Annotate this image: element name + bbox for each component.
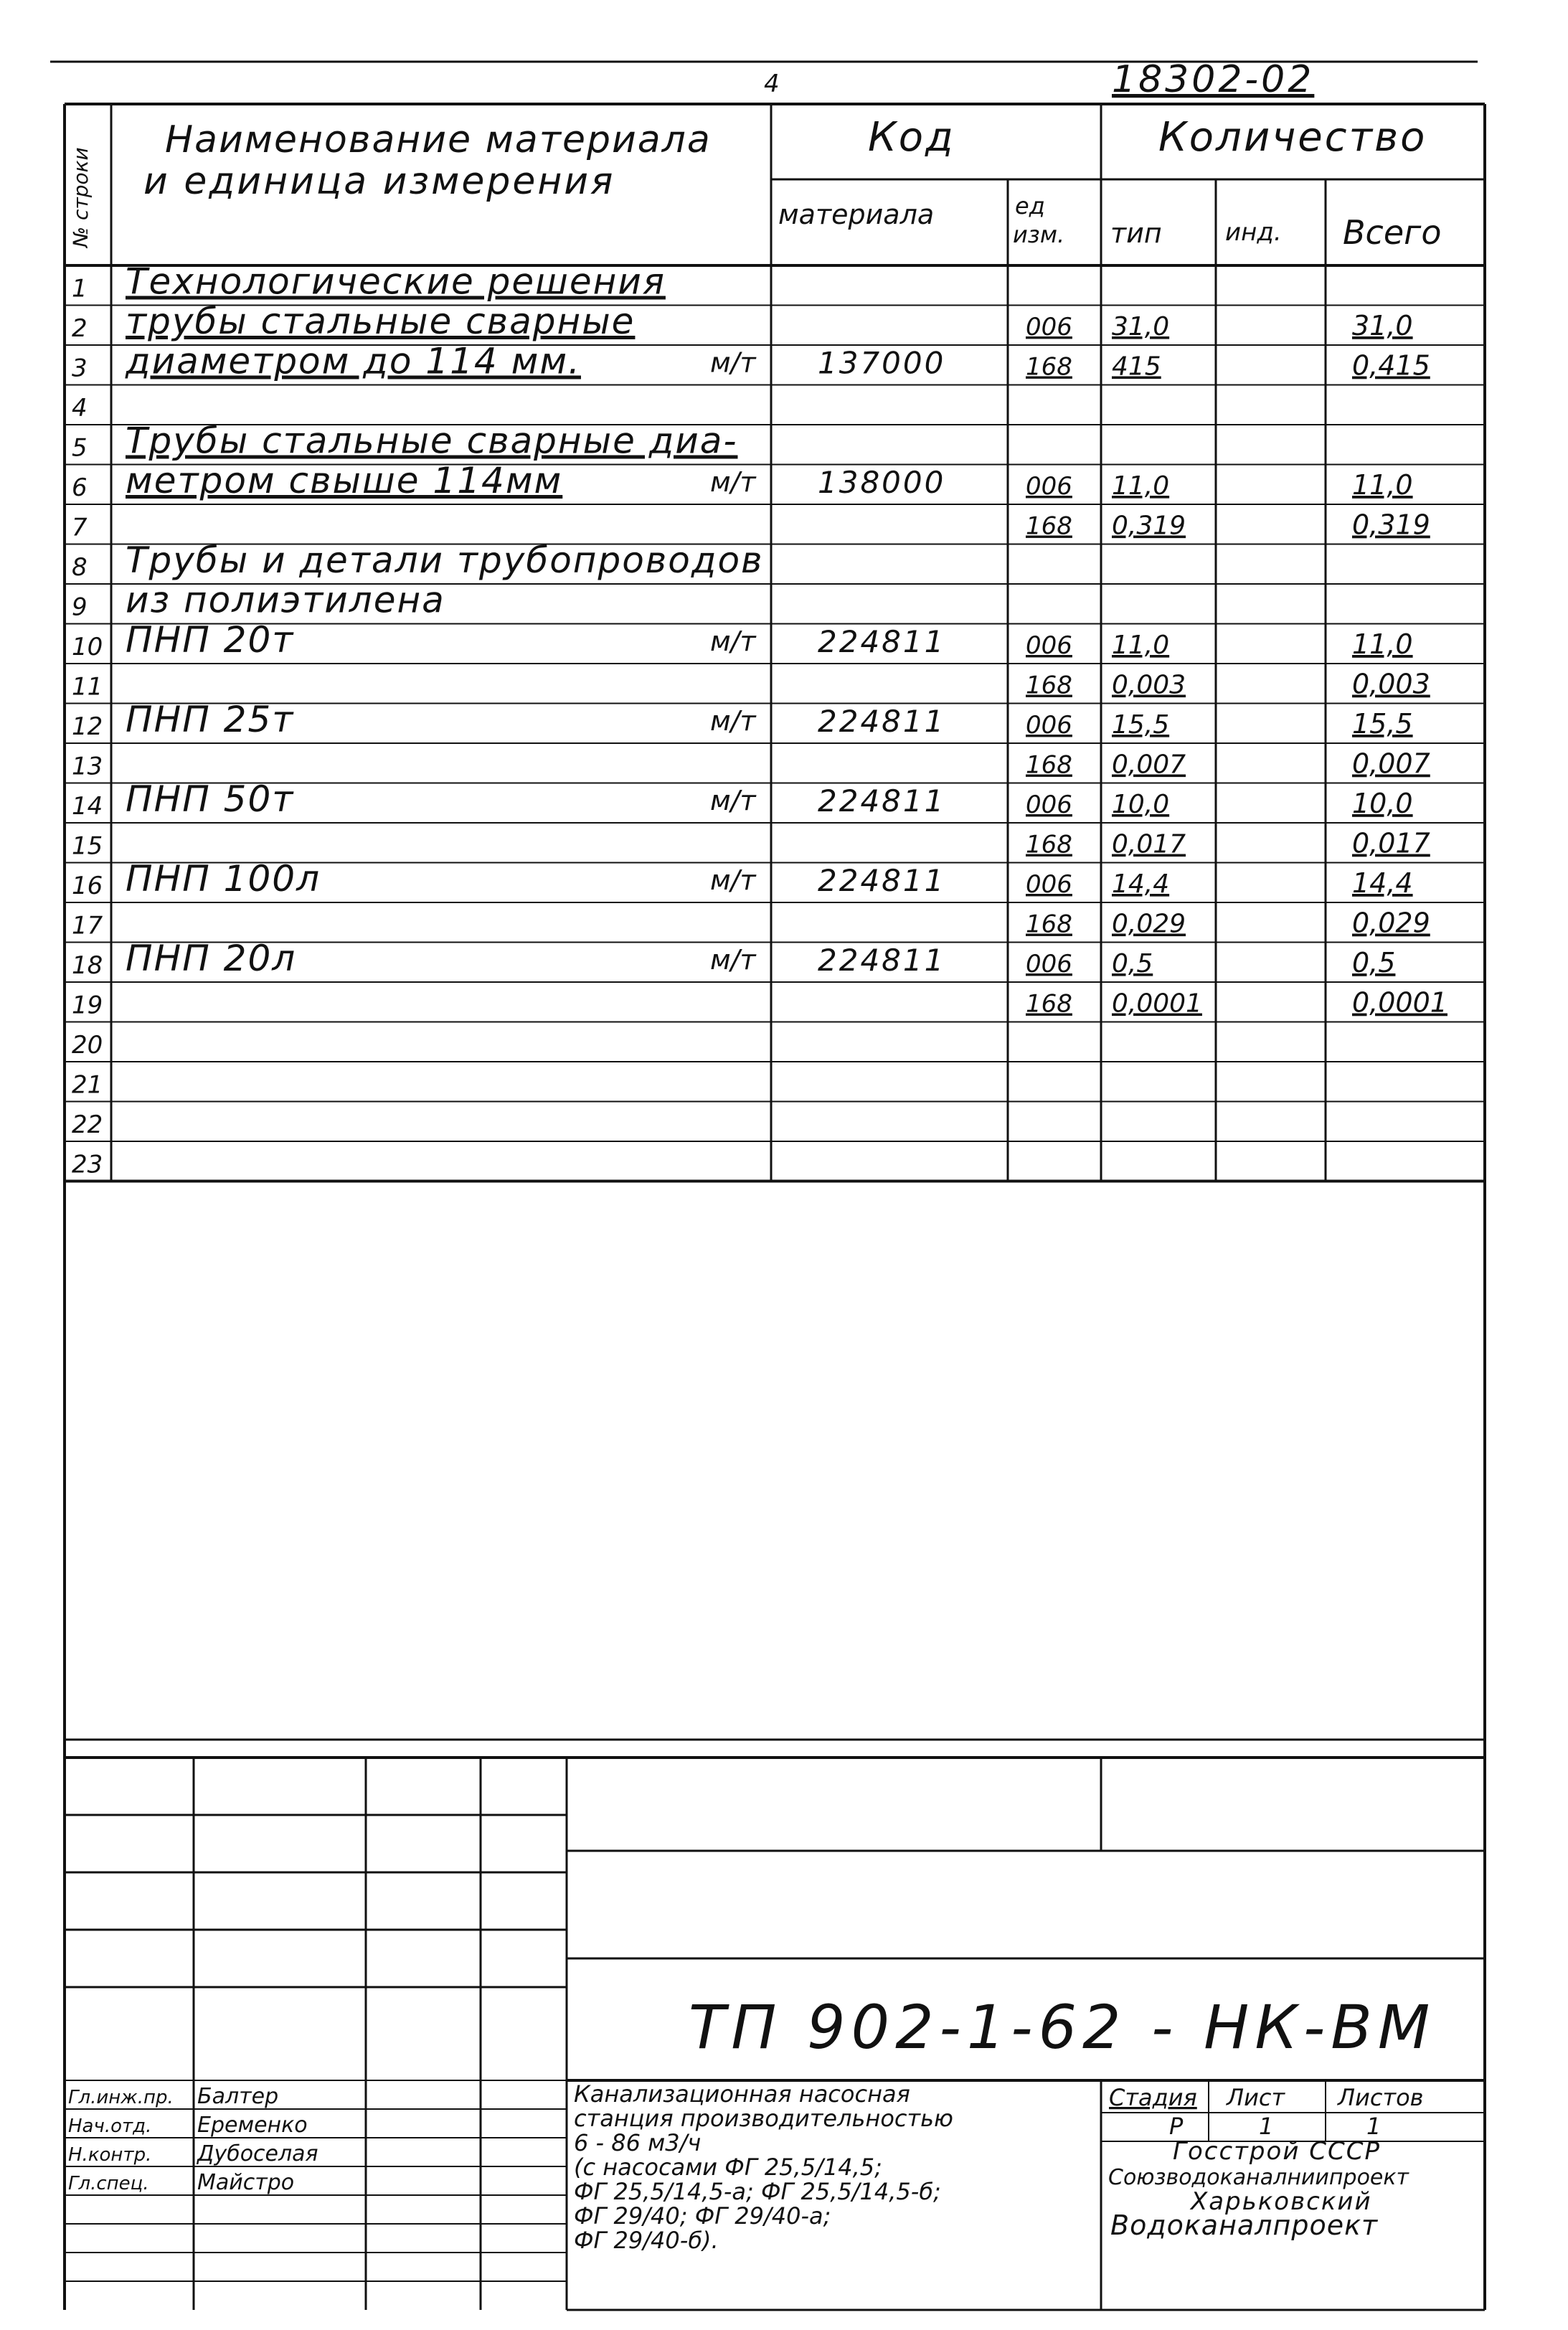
row-number: 17 — [72, 911, 103, 940]
row-qty-total: 0,029 — [1352, 907, 1430, 939]
col-code-unit-line2: изм. — [1013, 221, 1065, 248]
row-unit-code: 168 — [1026, 830, 1072, 859]
stage-label: Стадия — [1109, 2084, 1197, 2111]
row-unit: м/т — [710, 346, 756, 379]
table-row — [72, 539, 764, 582]
row-name: ПНП 20т — [126, 619, 295, 661]
column-headers — [69, 114, 1441, 252]
row-material-code: 224811 — [818, 943, 946, 978]
row-unit: м/т — [710, 705, 756, 737]
designation: ТП 902-1-62 - НК-ВМ — [689, 1992, 1436, 2062]
row-unit-code: 168 — [1026, 989, 1072, 1019]
row-qty-type: 0,0001 — [1112, 989, 1202, 1019]
row-number: 14 — [72, 792, 103, 821]
document-code: 18302-02 — [1112, 58, 1315, 101]
org-line1: Госстрой СССР — [1173, 2137, 1381, 2166]
row-name: ПНП 25т — [126, 699, 295, 740]
org-line4: Водоканалпроект — [1110, 2209, 1379, 2241]
row-name: ПНП 20л — [126, 938, 297, 979]
col-code-unit-line1: ед — [1015, 192, 1045, 220]
table-row — [72, 748, 1430, 781]
row-qty-type: 0,003 — [1112, 670, 1186, 700]
description-line: ФГ 29/40-б). — [574, 2227, 719, 2254]
row-number: 13 — [72, 752, 103, 781]
row-qty-total: 11,0 — [1352, 469, 1413, 501]
row-name: ПНП 50т — [126, 778, 295, 820]
row-qty-total: 10,0 — [1352, 788, 1413, 819]
description-line: станция производительностью — [574, 2105, 953, 2132]
row-number: 1 — [72, 274, 88, 303]
signature-role: Гл.спец. — [68, 2173, 149, 2194]
row-qty-total: 31,0 — [1352, 310, 1413, 341]
title-block — [68, 1992, 1435, 2254]
row-material-code: 224811 — [818, 624, 946, 659]
row-material-code: 224811 — [818, 783, 946, 819]
table-row — [72, 907, 1430, 940]
row-name: Трубы и детали трубопроводов — [126, 539, 764, 581]
row-unit: м/т — [710, 626, 756, 657]
col-row-number: № строки — [69, 147, 93, 247]
row-qty-type: 415 — [1112, 352, 1161, 382]
row-qty-type: 0,029 — [1112, 909, 1186, 939]
signature-name: Майстро — [197, 2170, 295, 2195]
row-qty-type: 0,017 — [1112, 829, 1186, 859]
table-row — [72, 341, 1430, 383]
row-material-code: 137000 — [818, 345, 946, 381]
row-number: 16 — [72, 872, 103, 900]
row-qty-type: 0,007 — [1112, 750, 1186, 780]
row-number: 20 — [72, 1031, 103, 1060]
table-row — [72, 394, 88, 423]
col-code-material: материала — [778, 199, 935, 230]
row-number: 7 — [72, 513, 88, 542]
col-qty-total: Всего — [1343, 213, 1442, 252]
row-qty-type: 0,5 — [1112, 949, 1153, 978]
row-number: 11 — [72, 672, 103, 702]
row-material-code: 224811 — [818, 863, 946, 898]
row-unit: м/т — [710, 785, 756, 816]
table-row — [72, 699, 1413, 741]
col-quantity: Количество — [1158, 114, 1427, 161]
row-unit-code: 006 — [1026, 631, 1072, 660]
col-name-line2: и единица измерения — [143, 160, 615, 203]
description-line: Канализационная насосная — [574, 2080, 910, 2108]
table-row — [72, 938, 1395, 980]
table-row — [72, 778, 1413, 821]
sheets-label: Листов — [1338, 2084, 1424, 2111]
row-unit-code: 168 — [1026, 910, 1072, 939]
row-name: Технологические решения — [126, 260, 666, 303]
description-line: ФГ 29/40; ФГ 29/40-а; — [574, 2202, 831, 2230]
table-row — [72, 987, 1447, 1020]
row-name: трубы стальные сварные — [126, 301, 636, 342]
row-name: метром свыше 114мм — [126, 460, 563, 501]
signature-role: Н.контр. — [68, 2144, 152, 2166]
row-material-code: 138000 — [818, 465, 946, 500]
signature-name: Еременко — [197, 2113, 308, 2138]
row-number: 18 — [72, 951, 103, 980]
col-qty-type: тип — [1110, 217, 1162, 249]
row-number: 2 — [72, 314, 88, 343]
org-line2: Союзводоканалниипроект — [1108, 2165, 1409, 2190]
row-name: диаметром до 114 мм. — [126, 340, 581, 382]
row-qty-type: 14,4 — [1112, 869, 1170, 899]
sheet-label: Лист — [1227, 2084, 1285, 2111]
table-row — [72, 669, 1430, 702]
row-qty-type: 15,5 — [1112, 710, 1170, 740]
row-qty-total: 0,319 — [1352, 509, 1430, 541]
row-number: 22 — [72, 1110, 103, 1139]
row-unit-code: 168 — [1026, 671, 1072, 700]
row-number: 3 — [72, 354, 88, 383]
row-qty-total: 0,007 — [1352, 747, 1430, 780]
row-qty-type: 0,319 — [1112, 511, 1186, 541]
row-number: 21 — [72, 1070, 103, 1100]
row-unit-code: 006 — [1026, 950, 1072, 978]
row-qty-total: 0,003 — [1352, 668, 1430, 700]
row-unit: м/т — [710, 864, 756, 896]
col-code: Код — [868, 114, 955, 161]
col-name-line1: Наименование материала — [165, 118, 712, 161]
row-qty-total: 0,5 — [1352, 947, 1396, 978]
table-row — [72, 301, 1413, 343]
row-number: 10 — [72, 633, 103, 661]
row-unit-code: 006 — [1026, 870, 1072, 899]
row-qty-total: 0,0001 — [1352, 986, 1447, 1019]
row-qty-total: 0,415 — [1352, 349, 1430, 382]
spec-rows — [72, 261, 1447, 1179]
table-row — [72, 261, 666, 303]
row-unit-code: 006 — [1026, 711, 1072, 740]
signature-role: Гл.инж.пр. — [68, 2087, 174, 2108]
description-line: ФГ 25,5/14,5-а; ФГ 25,5/14,5-б; — [574, 2178, 941, 2205]
row-unit-code: 168 — [1026, 352, 1072, 382]
row-unit-code: 168 — [1026, 511, 1072, 541]
row-number: 23 — [72, 1150, 103, 1179]
stage-value: Р — [1169, 2113, 1184, 2140]
table-row — [72, 1151, 103, 1179]
header — [50, 58, 1478, 101]
table-row — [72, 420, 738, 463]
table-row — [72, 460, 1413, 502]
row-number: 5 — [72, 433, 88, 463]
row-unit: м/т — [710, 466, 756, 498]
row-unit-code: 006 — [1026, 472, 1072, 501]
row-qty-total: 15,5 — [1352, 708, 1413, 740]
table-row — [72, 580, 445, 622]
org-line3: Харьковский — [1191, 2187, 1372, 2216]
row-unit-code: 006 — [1026, 313, 1072, 341]
table-row — [72, 509, 1430, 542]
sheets-value: 1 — [1366, 2113, 1382, 2140]
row-qty-type: 10,0 — [1112, 790, 1170, 819]
description-line: 6 - 86 м3/ч — [574, 2129, 702, 2156]
row-qty-total: 14,4 — [1352, 867, 1413, 899]
col-qty-individual: инд. — [1225, 218, 1282, 247]
signature-role: Нач.отд. — [68, 2116, 152, 2137]
row-qty-type: 31,0 — [1112, 312, 1170, 341]
table-row — [72, 828, 1430, 861]
row-qty-total: 0,017 — [1352, 827, 1430, 859]
row-qty-total: 11,0 — [1352, 628, 1413, 660]
row-qty-type: 11,0 — [1112, 471, 1170, 501]
row-number: 4 — [72, 394, 88, 423]
row-number: 6 — [72, 473, 88, 502]
row-number: 15 — [72, 831, 103, 861]
row-number: 8 — [72, 553, 88, 582]
row-name: ПНП 100л — [126, 858, 321, 900]
table-row — [72, 858, 1413, 900]
row-unit-code: 168 — [1026, 750, 1072, 780]
table-row — [72, 619, 1413, 661]
row-name: Трубы стальные сварные диа- — [126, 420, 738, 462]
project-description — [574, 2080, 953, 2254]
page-number: 4 — [764, 70, 780, 98]
signature-name: Дубоселая — [197, 2141, 318, 2166]
row-unit: м/т — [710, 944, 756, 976]
table-row — [72, 1071, 103, 1100]
table-row — [72, 1031, 103, 1060]
row-number: 9 — [72, 593, 88, 622]
table-row — [72, 1110, 103, 1139]
row-number: 19 — [72, 991, 103, 1020]
description-line: (с насосами ФГ 25,5/14,5; — [574, 2154, 882, 2181]
row-number: 12 — [72, 712, 103, 741]
row-material-code: 224811 — [818, 704, 946, 739]
row-name: из полиэтилена — [126, 579, 445, 621]
row-unit-code: 006 — [1026, 791, 1072, 819]
row-qty-type: 11,0 — [1112, 631, 1170, 660]
sheet-value: 1 — [1259, 2113, 1274, 2140]
signature-name: Балтер — [197, 2084, 279, 2109]
